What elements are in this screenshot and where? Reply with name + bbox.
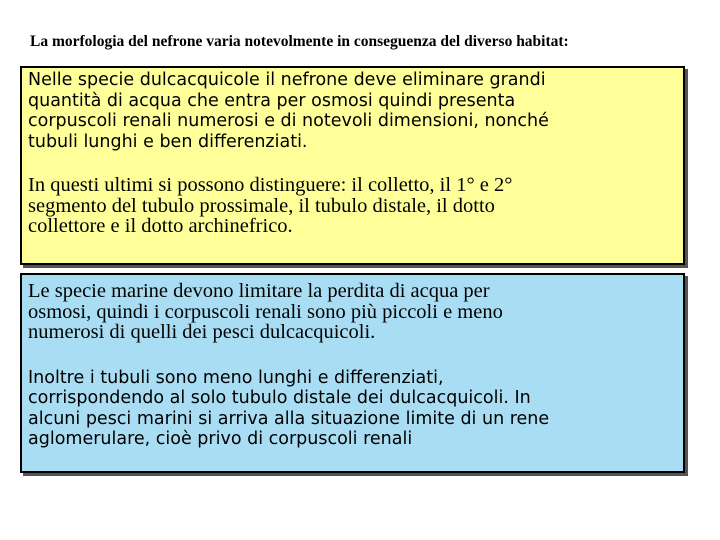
slide-title: La morfologia del nefrone varia notevolmente in conseguenza del diverso habitat: — [30, 33, 569, 50]
freshwater-paragraph-2: In questi ultimi si possono distinguere: il colletto, il 1° e 2° segmento del tubulo prossimale, il tubulo distale, il dotto collettore e il dotto archinefrico. — [28, 174, 513, 237]
marine-text-box — [20, 273, 685, 473]
freshwater-text-box — [20, 66, 685, 265]
freshwater-paragraph-1: Nelle specie dulcacquicole il nefrone deve eliminare grandi quantità di acqua che entra per osmosi quindi presenta corpuscoli renali numerosi e di notevoli dimensioni, nonché tubuli lunghi e ben differenziati. — [28, 70, 549, 152]
paragraph-spacer — [28, 343, 675, 368]
marine-paragraph-1: Le specie marine devono limitare la perdita di acqua per osmosi, quindi i corpuscoli renali sono più piccoli e meno numerosi di quelli dei pesci dulcacquicoli. — [28, 280, 503, 343]
paragraph-spacer — [28, 152, 675, 175]
marine-paragraph-2: Inoltre i tubuli sono meno lunghi e differenziati, corrispondendo al solo tubulo distale dei dulcacquicoli. In alcuni pesci marini si arriva alla situazione limite di un rene aglomerulare, cioè privo di corpuscoli renali — [28, 367, 550, 449]
